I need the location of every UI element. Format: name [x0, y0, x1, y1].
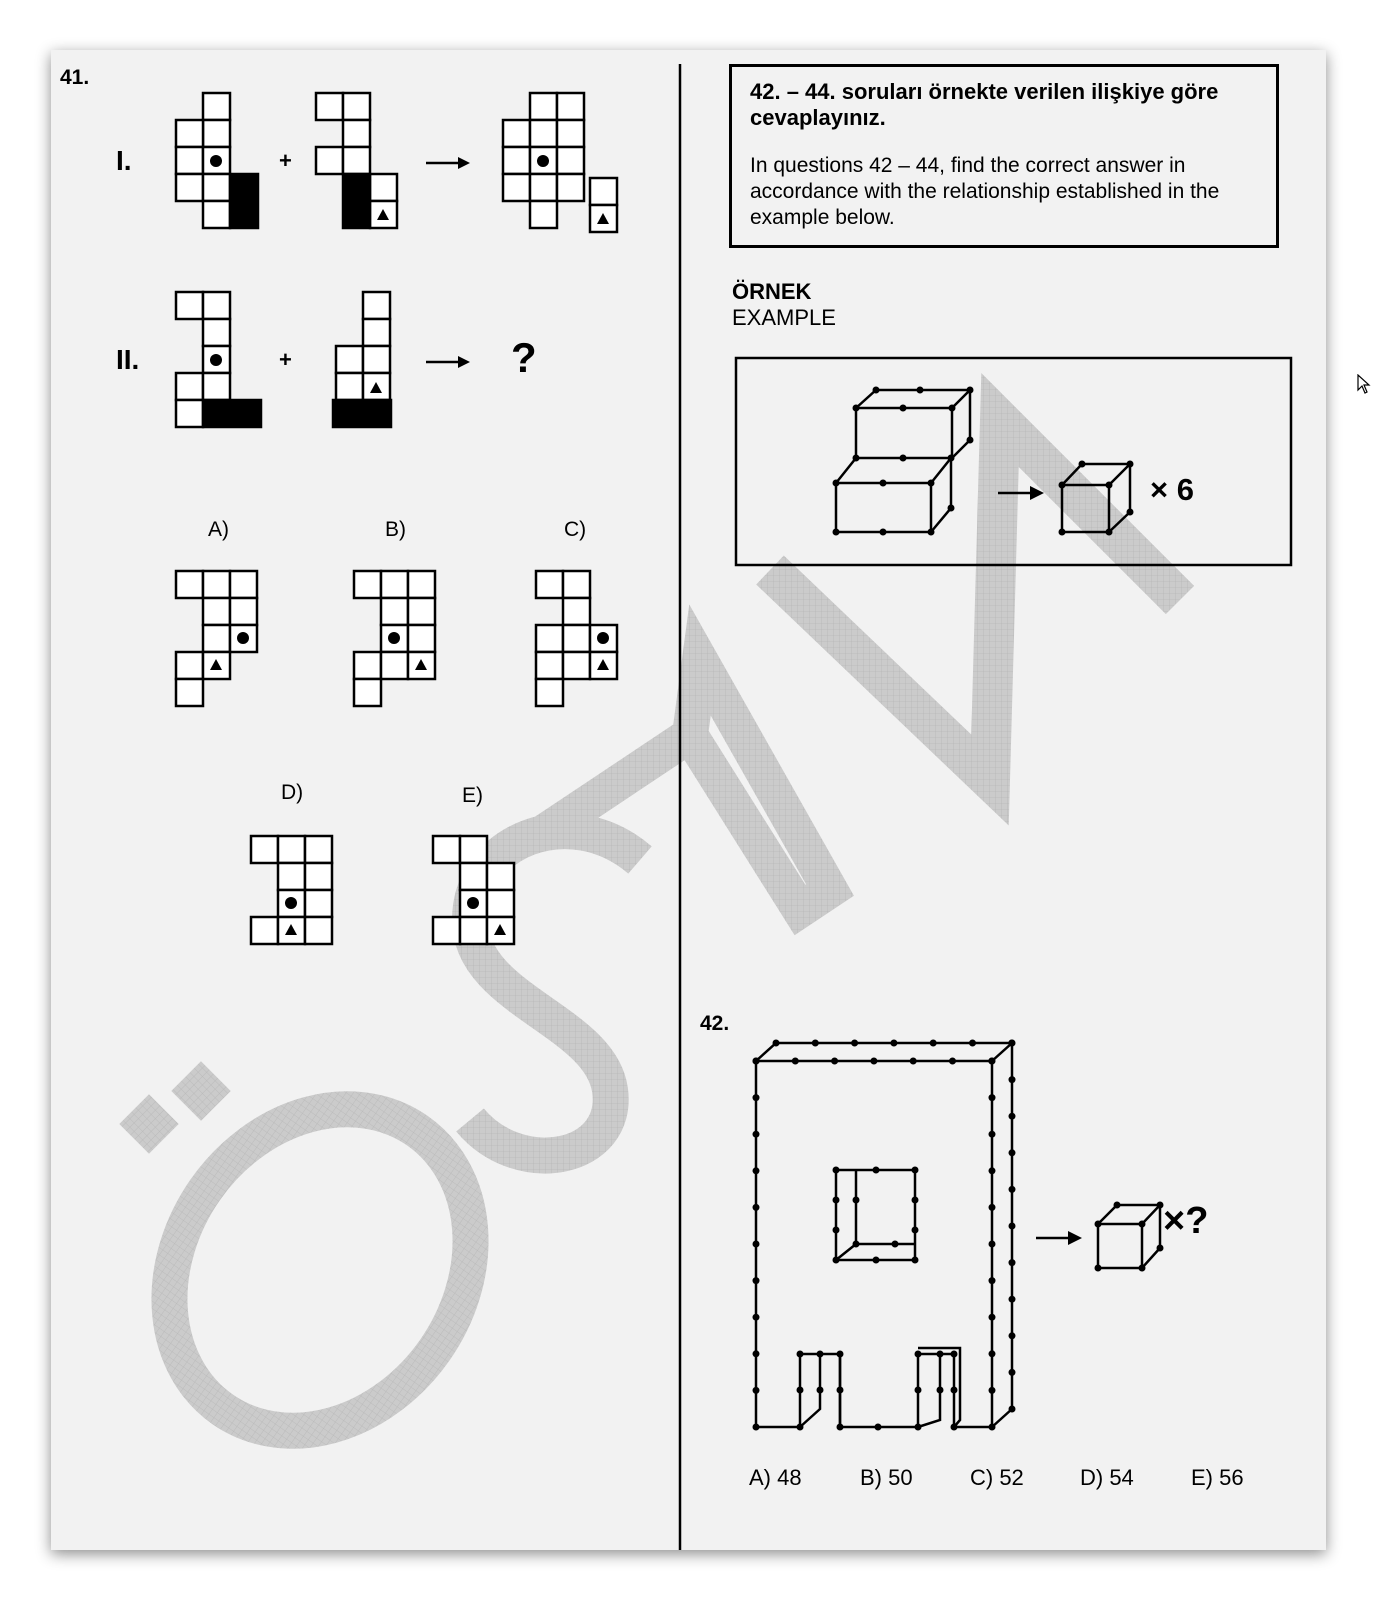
- example-multiplier: × 6: [1150, 472, 1194, 507]
- answer-b[interactable]: B) 50: [860, 1465, 913, 1490]
- answer-e[interactable]: E) 56: [1191, 1465, 1244, 1490]
- option-a-figure[interactable]: [176, 571, 257, 706]
- question-42-number: 42.: [700, 1012, 730, 1035]
- answer-c[interactable]: C) 52: [970, 1465, 1024, 1490]
- row1-shape-middle: [316, 93, 397, 228]
- plus-sign: +: [279, 148, 292, 173]
- row2-shape-left: [176, 292, 261, 427]
- question-mark: ?: [511, 334, 537, 381]
- option-b-label[interactable]: B): [385, 518, 406, 541]
- plus-sign: +: [279, 347, 292, 372]
- question-41-number: 41.: [60, 66, 90, 89]
- mouse-cursor-icon: [1357, 374, 1373, 396]
- answer-a[interactable]: A) 48: [749, 1465, 802, 1490]
- option-b-figure[interactable]: [354, 571, 435, 706]
- example-title-turkish: ÖRNEK: [732, 279, 812, 304]
- option-d-figure[interactable]: [251, 836, 332, 944]
- row1-shape-result: [503, 93, 617, 232]
- row-2-label: II.: [116, 344, 140, 375]
- option-c-figure[interactable]: [536, 571, 617, 706]
- option-c-label[interactable]: C): [564, 518, 587, 541]
- q42-frame-figure: [756, 1043, 1012, 1427]
- option-a-label[interactable]: A): [208, 518, 229, 541]
- q42-multiplier: ×?: [1163, 1200, 1209, 1242]
- row-1-label: I.: [116, 145, 132, 176]
- row1-shape-left: [176, 93, 258, 228]
- q42-unit-cube-icon: [1036, 1202, 1164, 1272]
- arrow-icon: [426, 157, 470, 368]
- watermark: [108, 420, 1180, 1490]
- instructions-box: [729, 64, 1279, 248]
- example-title-english: EXAMPLE: [732, 305, 836, 330]
- q42-frame-dots: [753, 1040, 1016, 1431]
- row2-shape-middle: [333, 292, 391, 427]
- instructions-english: In questions 42 – 44, find the correct answer in accordance with the relationship established in the example below.: [750, 154, 1220, 229]
- answer-d[interactable]: D) 54: [1080, 1465, 1134, 1490]
- option-e-label[interactable]: E): [462, 784, 483, 807]
- option-d-label[interactable]: D): [281, 781, 304, 804]
- instructions-turkish: 42. – 44. soruları örnekte verilen ilişkiye göre cevaplayınız.: [750, 79, 1219, 130]
